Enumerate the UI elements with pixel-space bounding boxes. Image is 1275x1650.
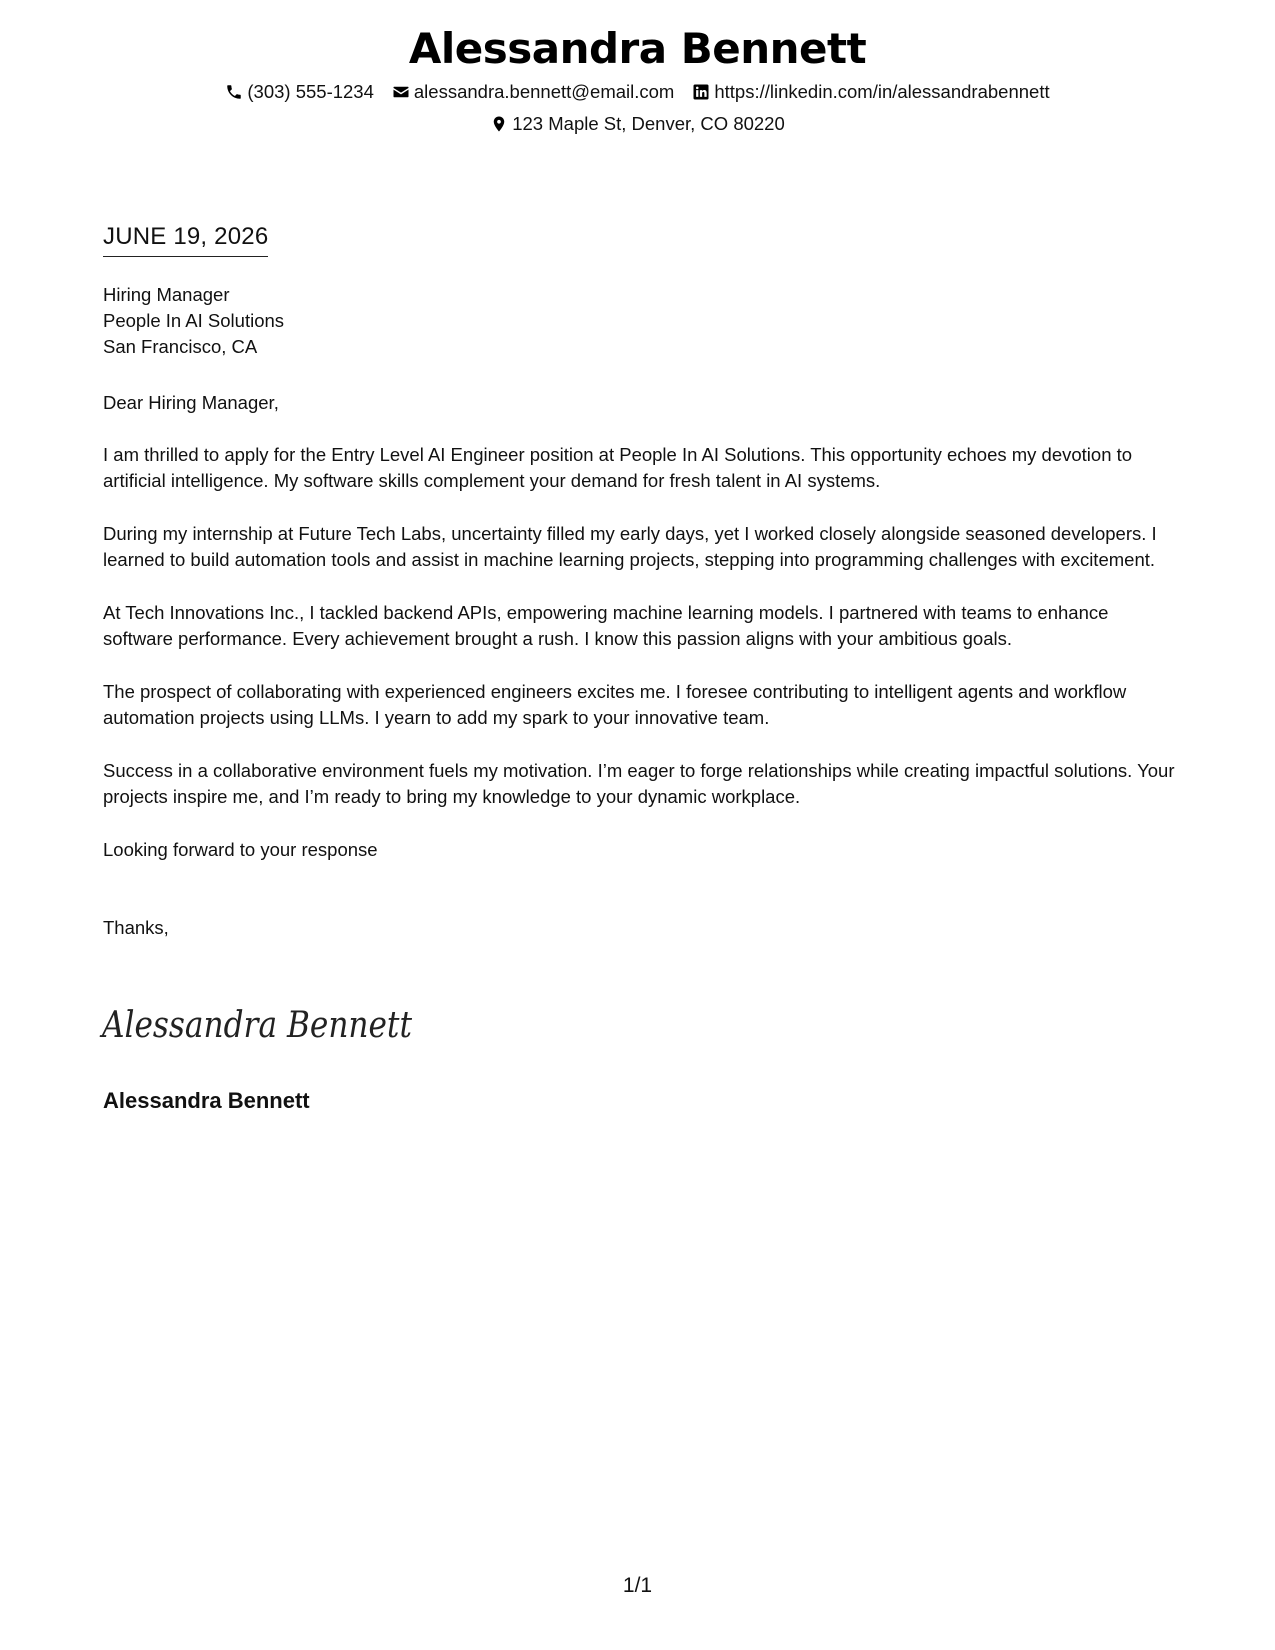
handwritten-signature	[99, 995, 413, 1051]
body-paragraph: The prospect of collaborating with experienced engineers excites me. I foresee contributing to intelligent agents and workflow automation projects using LLMs. I yearn to add my spark to your innovative team.	[103, 681, 1127, 728]
phone-contact	[225, 78, 374, 106]
address-text: 123 Maple St, Denver, CO 80220	[512, 113, 785, 134]
body-paragraph: I am thrilled to apply for the Entry Level AI Engineer position at People In AI Solutions. This opportunity echoes my devotion to artificial intelligence. My software skills complement your demand for fresh talent in AI systems.	[103, 444, 1133, 491]
address-contact	[490, 110, 785, 138]
linkedin-contact	[692, 78, 1049, 106]
page-number: 1/1	[622, 1574, 653, 1597]
contact-row-address	[0, 110, 1275, 138]
recipient-company: People In AI Solutions	[103, 310, 285, 331]
salutation: Dear Hiring Manager,	[103, 392, 279, 413]
linkedin-icon	[692, 83, 710, 101]
letter-body	[103, 390, 1178, 968]
letter-header	[0, 22, 1275, 138]
email-contact	[392, 78, 674, 106]
linkedin-link[interactable]: https://linkedin.com/in/alessandrabennett	[714, 81, 1050, 102]
recipient-title: Hiring Manager	[103, 284, 230, 305]
closing-line: Looking forward to your response	[103, 839, 378, 860]
body-paragraph: During my internship at Future Tech Labs, uncertainty filled my early days, yet I worked closely alongside seasoned developers. I learned to build automation tools and assist in machine learning projects, stepping into programming challenges with excitement.	[103, 523, 1157, 570]
contact-row-primary	[0, 78, 1275, 106]
body-paragraph: At Tech Innovations Inc., I tackled backend APIs, empowering machine learning models. I partnered with teams to enhance software performance. Every achievement brought a rush. I know this passion aligns with your ambitious goals.	[103, 602, 1109, 649]
phone-text: (303) 555-1234	[247, 81, 374, 102]
letter-date: JUNE 19, 2026	[103, 222, 268, 257]
envelope-icon	[392, 83, 410, 101]
signer-name: Alessandra Bennett	[103, 1088, 310, 1113]
recipient-block	[103, 282, 284, 360]
email-link[interactable]: alessandra.bennett@email.com	[413, 81, 675, 102]
recipient-location: San Francisco, CA	[103, 336, 258, 357]
body-paragraph: Success in a collaborative environment fuels my motivation. I’m eager to forge relationships while creating impactful solutions. Your projects inspire me, and I’m ready to bring my knowledge to your dynamic workplace.	[103, 760, 1175, 807]
phone-icon	[225, 83, 243, 101]
signoff: Thanks,	[103, 917, 169, 938]
sender-name: Alessandra Bennett	[408, 24, 867, 73]
signature-glyphs: Alessandra Bennett	[99, 1005, 413, 1046]
map-pin-icon	[490, 115, 508, 133]
